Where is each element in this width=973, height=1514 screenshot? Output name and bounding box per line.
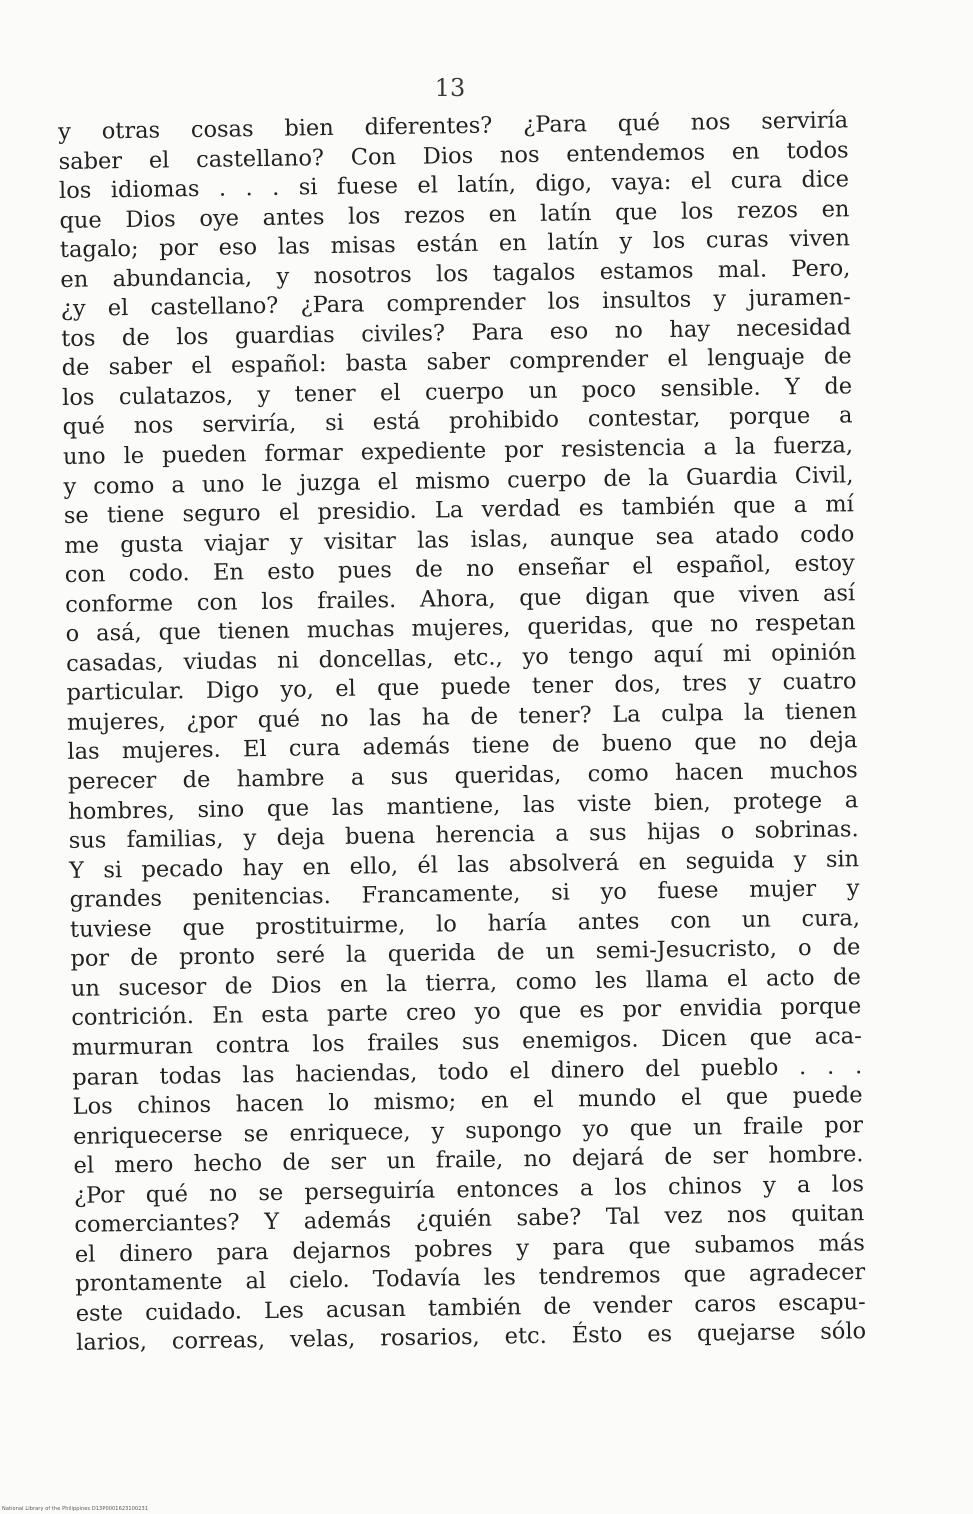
body-text: [58, 106, 866, 1359]
text-line: o asá, que tienen muchas mujeres, queridas, que no respetan: [65, 609, 856, 648]
text-line: paran todas las haciendas, todo el dinero del pueblo . . .: [72, 1052, 863, 1091]
text-line: por de pronto seré la querida de un semi-Jesucristo, o de: [70, 934, 861, 973]
text-line: perecer de hambre a sus queridas, como hacen muchos: [67, 757, 858, 795]
page-number: 13: [434, 74, 466, 102]
text-line: los idiomas . . . si fuese el latín, digo, vaya: el cura dice: [58, 166, 850, 205]
text-line: los culatazos, y tener el cuerpo un poco sensible. Y de: [61, 373, 853, 411]
text-line: este cuidado. Les acusan también de vender caros escapu-: [75, 1289, 866, 1327]
text-line: qué nos serviría, si está prohibido contestar, porque a: [62, 402, 853, 441]
text-line: el mero hecho de ser un fraile, no dejará de ser hombre.: [73, 1141, 864, 1180]
text-line: un sucesor de Dios en la tierra, como les llama el acto de: [70, 964, 862, 1002]
text-line: prontamente al cielo. Todavía les tendremos que agradecer: [75, 1259, 866, 1298]
text-line: grandes penitencias. Francamente, si yo fuese mujer y: [69, 875, 860, 914]
text-line: tagalo; por eso las misas están en latín y los curas viven: [59, 225, 851, 264]
text-line: sus familias, y deja buena herencia a sus hijas o sobrinas.: [68, 816, 859, 855]
text-line: ¿Por qué no se perseguiría entonces a los chinos y a los: [73, 1170, 865, 1209]
text-line: tos de los guardias civiles? Para eso no hay necesidad: [61, 314, 852, 352]
text-line: saber el castellano? Con Dios nos entendemos en todos: [58, 136, 849, 175]
text-line: hombres, sino que las mantiene, las viste bien, protege a: [68, 786, 859, 825]
text-line: Los chinos hacen lo mismo; en el mundo el que puede: [72, 1082, 863, 1120]
text-line: mujeres, ¿por qué no las ha de tener? La culpa la tienen: [66, 698, 858, 736]
text-line: el dinero para dejarnos pobres y para que subamos más: [74, 1229, 865, 1268]
text-line: se tiene seguro el presidio. La verdad es también que a mí: [63, 491, 855, 530]
text-line: larios, correas, velas, rosarios, etc. Ésto es quejarse sólo: [75, 1318, 867, 1357]
text-line: con codo. En esto pues de no enseñar el español, estoy: [64, 550, 855, 589]
text-line: tuviese que prostituirme, lo haría antes con un cura,: [69, 904, 861, 943]
scan-footer: National Library of the Philippines D13P0001623100231: [2, 1506, 149, 1512]
text-line: uno le pueden formar expediente por resistencia a la fuerza,: [62, 432, 854, 470]
text-line: murmuran contra los frailes sus enemigos. Dicen que aca-: [71, 1023, 862, 1061]
text-line: las mujeres. El cura además tiene de bueno que no deja: [67, 727, 858, 766]
text-line: y como a uno le juzga el mismo cuerpo de la Guardia Civil,: [63, 461, 854, 500]
text-line: Y si pecado hay en ello, él las absolverá en seguida y sin: [68, 845, 860, 884]
text-line: enriquecerse se enriquece, y supongo yo que un fraile por: [72, 1111, 864, 1150]
text-line: y otras cosas bien diferentes? ¿Para qué nos serviría: [58, 107, 849, 145]
text-line: me gusta viajar y visitar las islas, aunque sea atado codo: [64, 520, 855, 559]
text-line: de saber el español: basta saber comprender el lenguaje de: [61, 343, 852, 382]
text-line: que Dios oye antes los rezos en latín que los rezos en: [59, 195, 850, 234]
text-line: casadas, viudas ni doncellas, etc., yo tengo aquí mi opinión: [65, 639, 857, 677]
text-line: en abundancia, y nosotros los tagalos estamos mal. Pero,: [60, 254, 851, 293]
text-line: particular. Digo yo, el que puede tener dos, tres y cuatro: [66, 668, 857, 707]
text-line: comerciantes? Y además ¿quién sabe? Tal vez nos quitan: [74, 1200, 865, 1239]
text-line: ¿y el castellano? ¿Para comprender los insultos y juramen-: [60, 284, 851, 323]
text-line: conforme con los frailes. Ahora, que digan que viven así: [65, 579, 856, 618]
text-line: contrición. En esta parte creo yo que es por envidia porque: [71, 993, 862, 1032]
